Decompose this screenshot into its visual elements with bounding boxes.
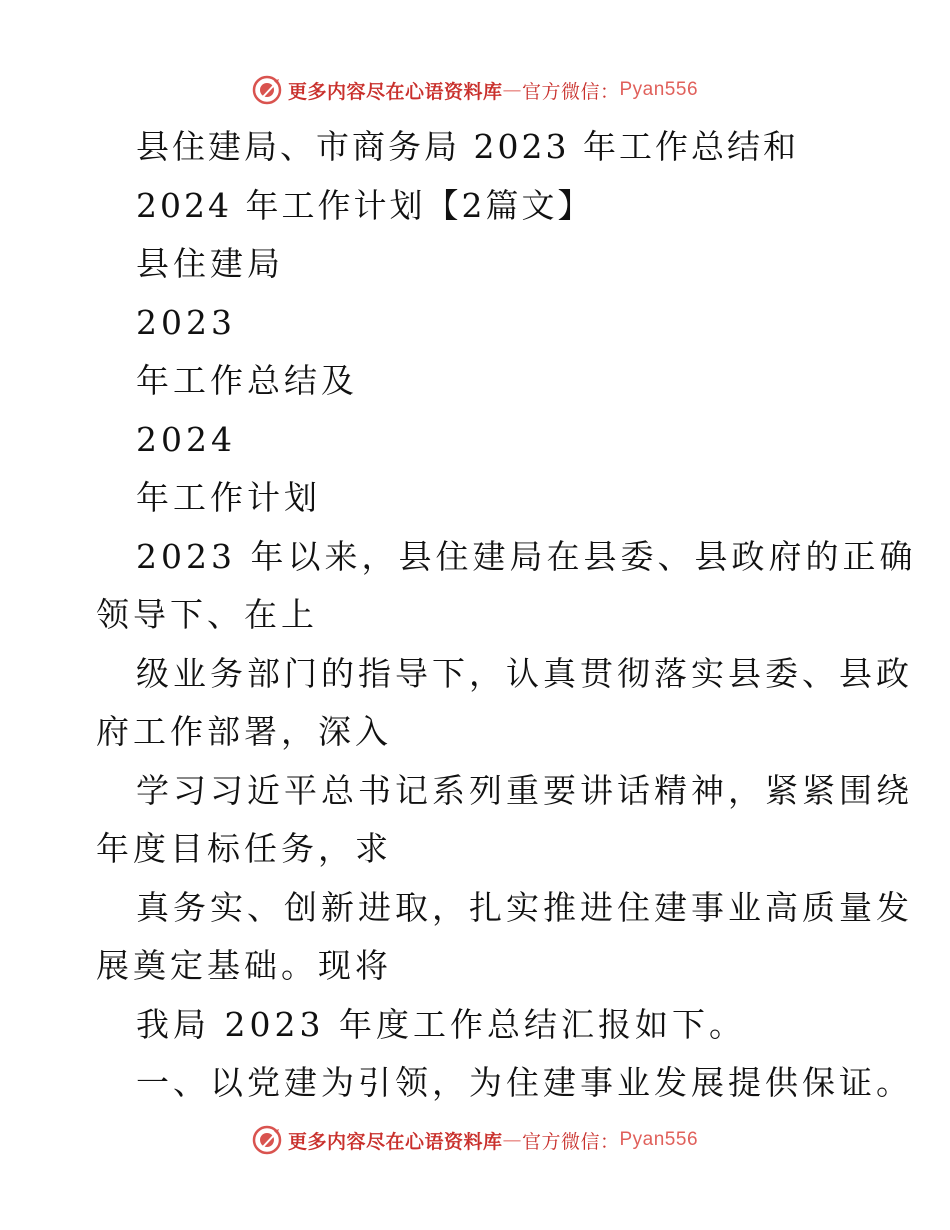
doc-subtitle-line-1: 县住建局 (136, 244, 284, 283)
doc-title-line-2: 2024 年工作计划【2篇文】 (136, 185, 594, 225)
paragraph-line: 学习习近平总书记系列重要讲话精神，紧紧围绕 (136, 770, 913, 810)
watermark-logo-icon (252, 75, 282, 105)
watermark-label: 官方微信： (521, 1130, 620, 1153)
watermark-logo-icon (252, 1125, 282, 1155)
watermark-footer (0, 1120, 950, 1160)
section-heading: 一、以党建为引领，为住建事业发展提供保证。 (136, 1063, 913, 1102)
watermark-text: 更多内容尽在心语资料库 (287, 1130, 503, 1153)
watermark-dash: — (502, 1129, 522, 1151)
document-body (96, 118, 917, 1113)
doc-subtitle-line-2: 2023 (136, 302, 236, 342)
paragraph-line: 2023 年以来，县住建局在县委、县政府的正确 (136, 536, 917, 576)
doc-title-line-1: 县住建局、市商务局 2023 年工作总结和 (136, 127, 799, 166)
doc-subtitle-line-4: 2024 (136, 419, 236, 459)
paragraph-line: 年度目标任务，求 (96, 829, 392, 868)
paragraph-line: 展奠定基础。现将 (96, 946, 392, 985)
paragraph-line: 领导下、在上 (96, 595, 318, 634)
watermark-header (0, 70, 950, 110)
watermark-label: 官方微信： (521, 80, 620, 103)
watermark-dash: — (502, 79, 522, 101)
paragraph-line: 级业务部门的指导下，认真贯彻落实县委、县政 (136, 653, 913, 693)
watermark-id: Pyan556 (619, 1129, 699, 1150)
doc-subtitle-line-3: 年工作总结及 (136, 361, 358, 400)
watermark-text: 更多内容尽在心语资料库 (287, 80, 503, 103)
paragraph-line: 府工作部署，深入 (96, 712, 392, 751)
watermark-id: Pyan556 (619, 79, 699, 100)
doc-subtitle-line-5: 年工作计划 (136, 478, 321, 517)
paragraph-line: 我局 2023 年度工作总结汇报如下。 (136, 1004, 746, 1044)
paragraph-line: 真务实、创新进取，扎实推进住建事业高质量发 (136, 887, 913, 927)
